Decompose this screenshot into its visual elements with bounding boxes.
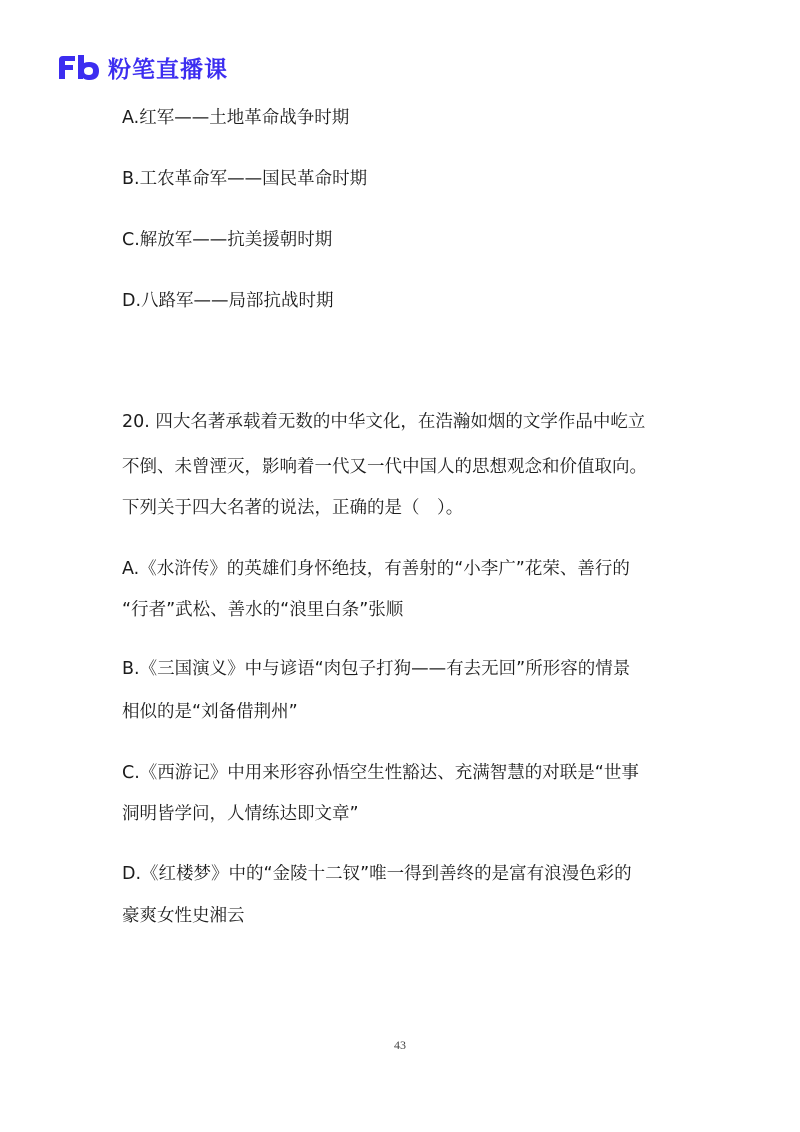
brand-name: 粉笔直播课 (108, 56, 228, 83)
q20-option-b-line-2: 相似的是“刘备借荆州” (122, 702, 298, 722)
q20-option-d-line-2: 豪爽女性史湘云 (122, 906, 245, 926)
q20-stem-line-1: 20. 四大名著承载着无数的中华文化，在浩瀚如烟的文学作品中屹立 (122, 412, 646, 432)
q20-stem-line-3: 下列关于四大名著的说法，正确的是（ ）。 (122, 498, 464, 518)
q19-option-a: A.红军——土地革命战争时期 (122, 108, 350, 128)
q20-option-c-line-1: C.《西游记》中用来形容孙悟空生性豁达、充满智慧的对联是“世事 (122, 763, 639, 783)
q20-option-b-line-1: B.《三国演义》中与谚语“肉包子打狗——有去无回”所形容的情景 (122, 659, 631, 679)
fenbi-logo-icon (56, 52, 102, 82)
q20-stem-line-2: 不倒、未曾湮灭，影响着一代又一代中国人的思想观念和价值取向。 (122, 457, 647, 477)
brand-header (56, 50, 228, 84)
q19-option-b: B.工农革命军——国民革命时期 (122, 169, 368, 189)
q20-option-a-line-1: A.《水浒传》的英雄们身怀绝技，有善射的“小李广”花荣、善行的 (122, 559, 630, 579)
page-number: 43 (394, 1038, 406, 1052)
q19-option-d: D.八路军——局部抗战时期 (122, 291, 334, 311)
q19-option-c: C.解放军——抗美援朝时期 (122, 230, 333, 250)
q20-option-a-line-2: “行者”武松、善水的“浪里白条”张顺 (122, 600, 404, 620)
q20-option-d-line-1: D.《红楼梦》中的“金陵十二钗”唯一得到善终的是富有浪漫色彩的 (122, 864, 632, 884)
q20-option-c-line-2: 洞明皆学问，人情练达即文章” (122, 804, 359, 824)
